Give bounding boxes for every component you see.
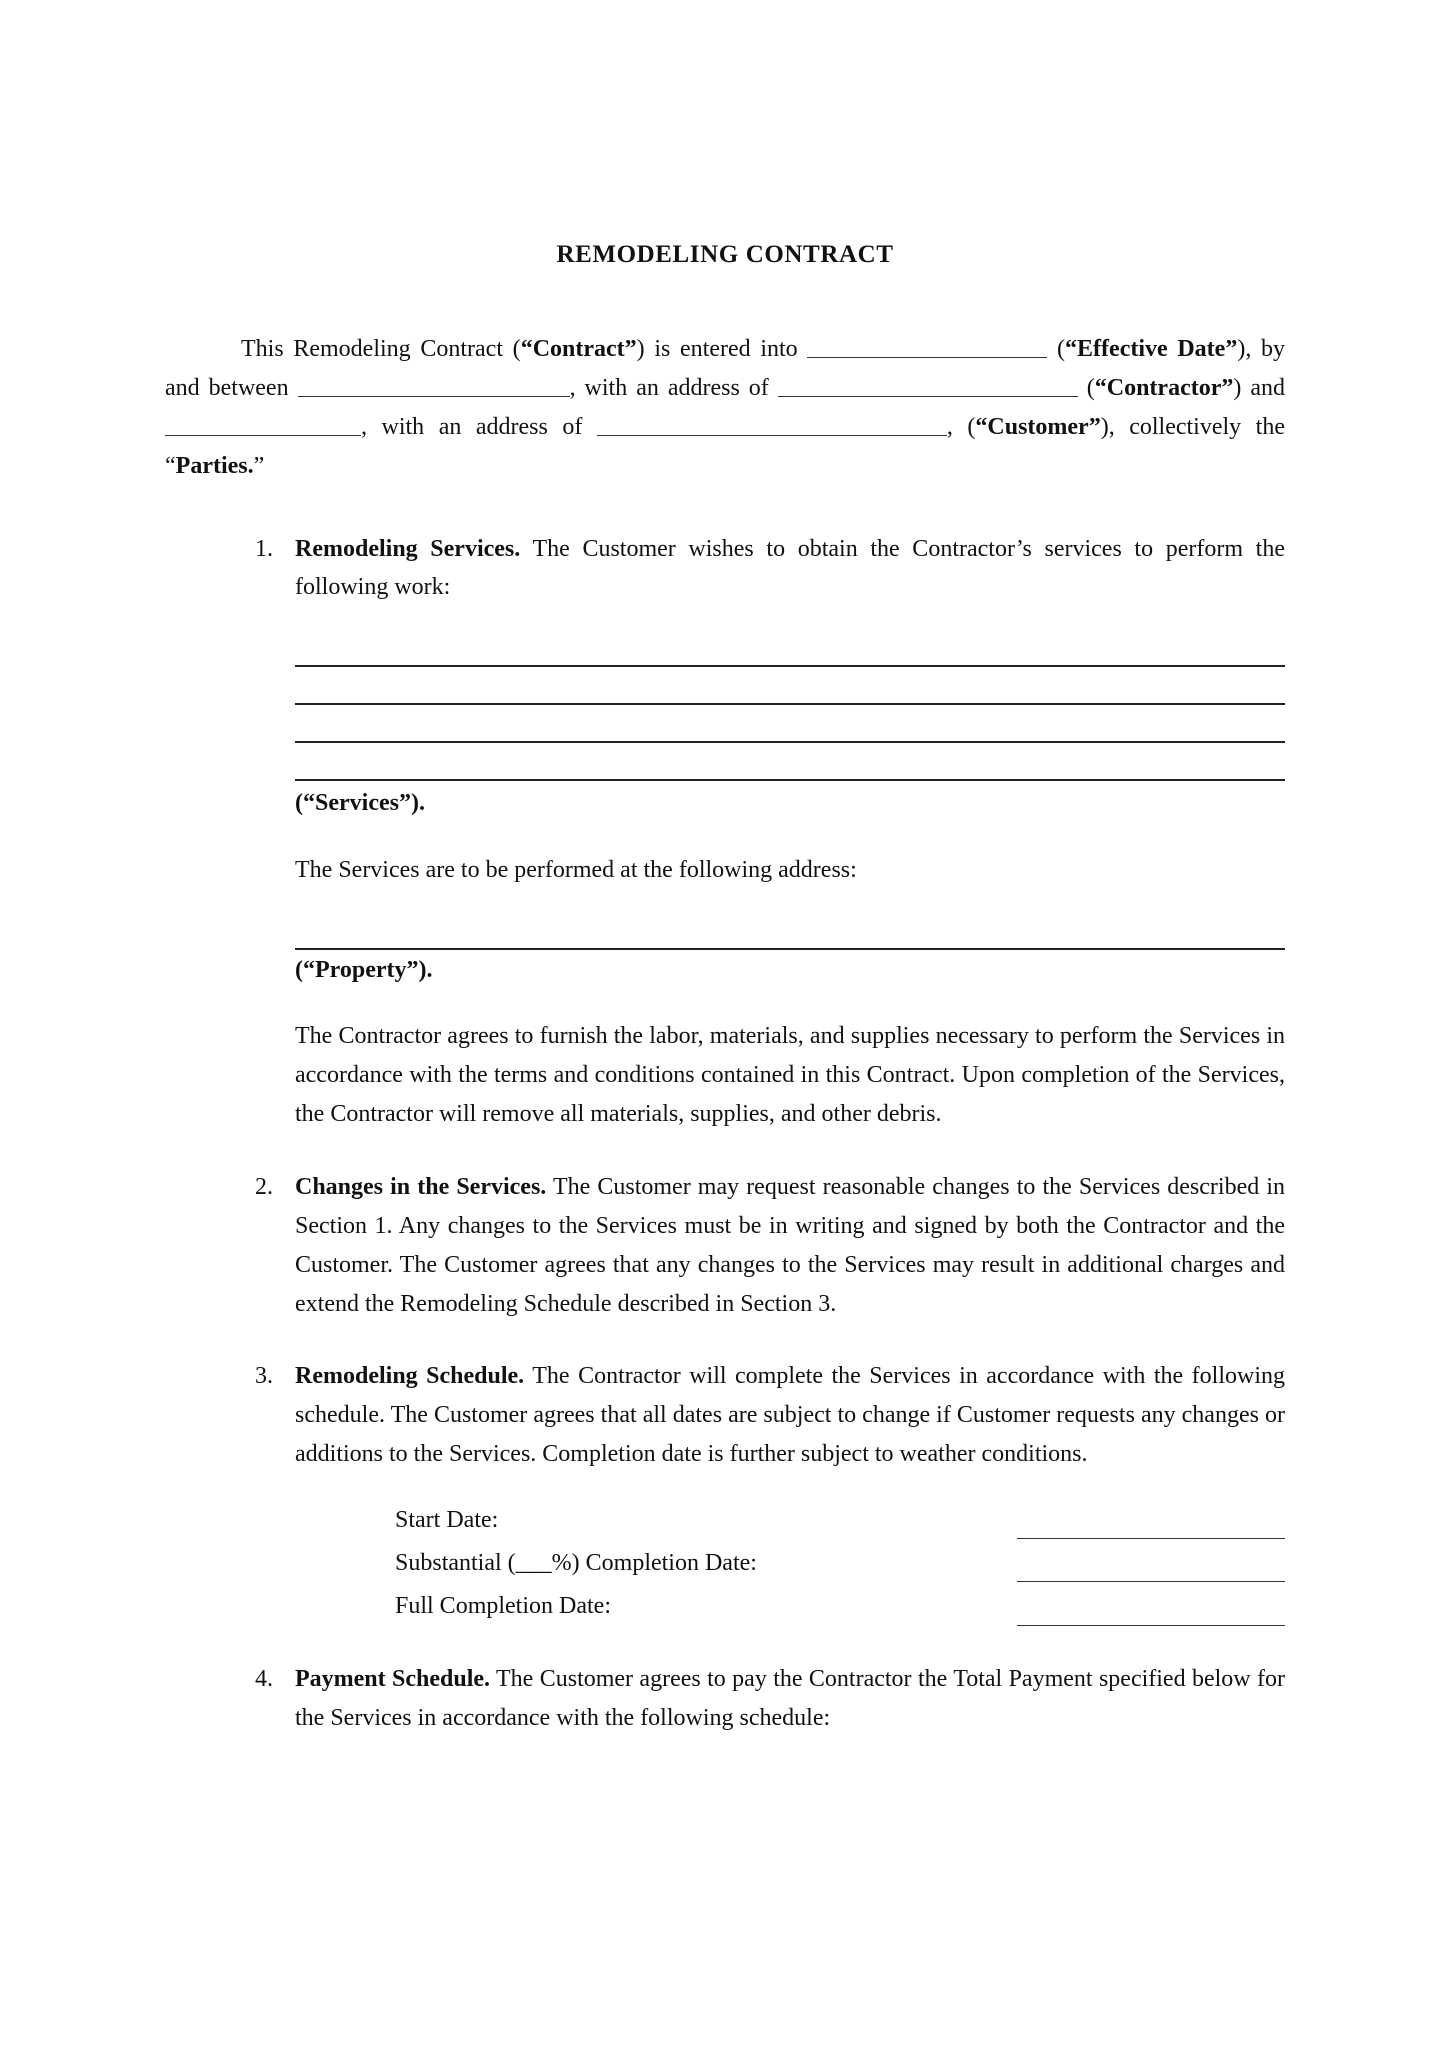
schedule-label-start-date: Start Date: bbox=[395, 1507, 499, 1534]
section-3-paragraph bbox=[295, 1357, 1285, 1474]
intro-text-8: , with an address of bbox=[361, 413, 597, 440]
intro-text-11: ” bbox=[253, 452, 265, 479]
schedule-label-substantial-completion-date: Substantial (___%) Completion Date: bbox=[395, 1550, 757, 1577]
sections-list bbox=[165, 530, 1285, 1738]
blank-contractor-name[interactable] bbox=[298, 371, 570, 397]
section-4-payment-schedule bbox=[165, 1660, 1285, 1738]
blank-customer-address[interactable] bbox=[597, 410, 947, 436]
section-1-body: The Customer wishes to obtain the Contractor’s services to perform the following work: bbox=[295, 535, 1285, 601]
services-blank-line-1[interactable] bbox=[295, 629, 1285, 667]
intro-text-3: ( bbox=[1047, 336, 1066, 362]
intro-text-6: ( bbox=[1077, 374, 1095, 401]
section-1-remodeling-services bbox=[165, 530, 1285, 1134]
blank-customer-name[interactable] bbox=[165, 410, 361, 436]
intro-text-1: This Remodeling Contract ( bbox=[241, 336, 521, 362]
schedule-row-substantial-completion-date bbox=[395, 1545, 1285, 1582]
blank-contractor-address[interactable] bbox=[778, 371, 1078, 397]
services-description-blank-lines bbox=[295, 629, 1285, 781]
section-2-changes-in-the-services bbox=[165, 1168, 1285, 1324]
section-2-heading: Changes in the Services. bbox=[295, 1173, 547, 1200]
section-4-heading: Payment Schedule. bbox=[295, 1665, 491, 1692]
intro-paragraph bbox=[165, 330, 1285, 486]
section-3-body: The Contractor will complete the Services in accordance with the following schedule. The Customer agrees that all dates are subject to change if Customer requests any changes or additions to the Services. Completion date is further subject to weather conditions. bbox=[295, 1363, 1285, 1468]
intro-text-10: ), collectively the “ bbox=[165, 413, 1285, 479]
intro-text-7: ) and bbox=[1233, 374, 1285, 401]
blank-effective-date[interactable] bbox=[807, 332, 1047, 358]
page-title: REMODELING CONTRACT bbox=[556, 241, 894, 268]
defined-term-property-label: (“Property”). bbox=[295, 956, 433, 983]
schedule-row-full-completion-date bbox=[395, 1588, 1285, 1625]
section-1-paragraph bbox=[295, 530, 1285, 608]
schedule-blank-start-date[interactable] bbox=[1017, 1514, 1285, 1539]
section-2-body: The Customer may request reasonable changes to the Services described in Section 1. Any changes to the Services must be in writing and signed by both the Contractor and the Customer. The Customer agrees that any changes to the Services may result in additional charges and extend the Remodeling Schedule described in Section 3. bbox=[295, 1173, 1285, 1317]
property-address-intro: The Services are to be performed at the following address: bbox=[295, 856, 857, 883]
schedule-row-start-date bbox=[395, 1502, 1285, 1539]
section-1-closing-paragraph: The Contractor agrees to furnish the labor, materials, and supplies necessary to perform the Services in accordance with the terms and conditions contained in this Contract. Upon completion of the Services, the Contractor will remove all materials, supplies, and other debris. bbox=[295, 1023, 1285, 1128]
defined-term-parties: Parties. bbox=[175, 452, 254, 479]
section-3-heading: Remodeling Schedule. bbox=[295, 1363, 525, 1390]
defined-term-customer: “Customer” bbox=[975, 413, 1101, 440]
defined-term-effective-date: “Effective Date” bbox=[1065, 336, 1238, 362]
defined-term-contractor: “Contractor” bbox=[1094, 374, 1234, 401]
section-1-heading: Remodeling Services. bbox=[295, 535, 521, 562]
services-blank-line-3[interactable] bbox=[295, 705, 1285, 743]
section-4-body: The Customer agrees to pay the Contractor the Total Payment specified below for the Services in accordance with the following schedule: bbox=[295, 1665, 1285, 1731]
property-address-blank-line[interactable] bbox=[295, 914, 1285, 950]
section-2-paragraph bbox=[295, 1168, 1285, 1324]
schedule-table bbox=[295, 1502, 1285, 1626]
intro-text-5: , with an address of bbox=[569, 374, 778, 401]
document-content bbox=[165, 240, 1285, 1771]
section-3-remodeling-schedule bbox=[165, 1357, 1285, 1625]
schedule-blank-full-completion-date[interactable] bbox=[1017, 1601, 1285, 1626]
schedule-blank-substantial-completion-date[interactable] bbox=[1017, 1557, 1285, 1582]
intro-text-9: , ( bbox=[946, 413, 976, 440]
intro-text-4: ), by and between bbox=[165, 336, 1286, 401]
services-blank-line-2[interactable] bbox=[295, 667, 1285, 705]
section-4-paragraph bbox=[295, 1660, 1285, 1738]
defined-term-services-label: (“Services”). bbox=[295, 790, 425, 817]
intro-text-2: ) is entered into bbox=[636, 336, 808, 362]
defined-term-contract: “Contract” bbox=[520, 336, 637, 362]
services-blank-line-4[interactable] bbox=[295, 743, 1285, 781]
schedule-label-full-completion-date: Full Completion Date: bbox=[395, 1593, 611, 1620]
